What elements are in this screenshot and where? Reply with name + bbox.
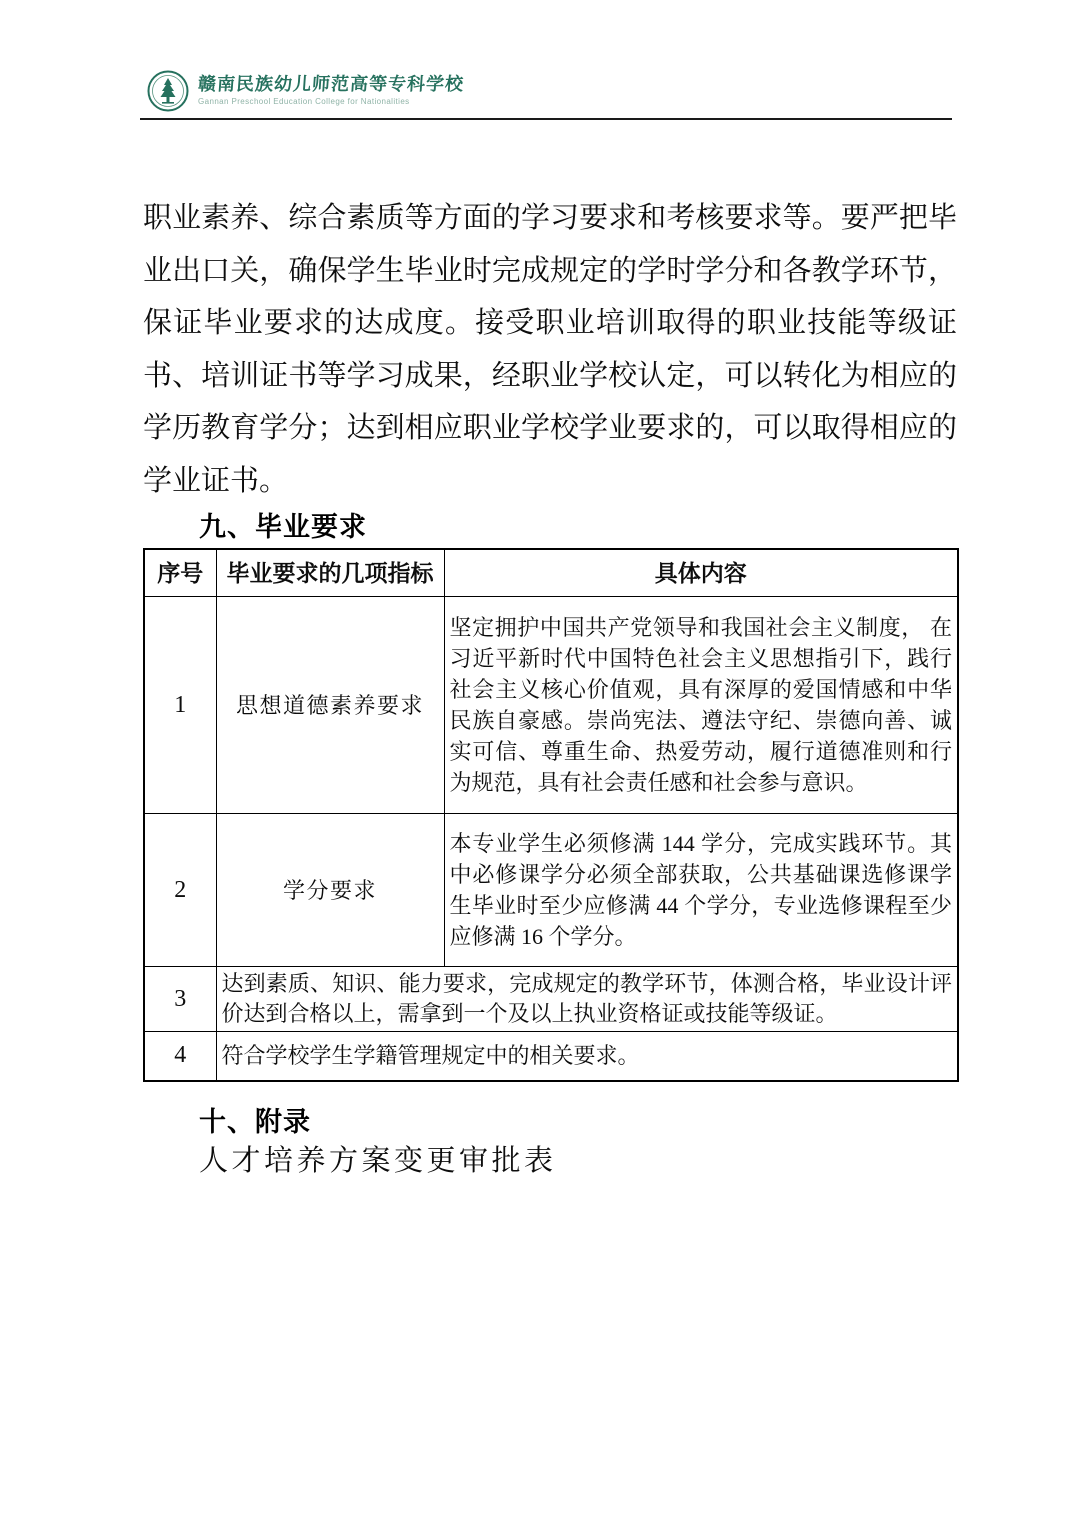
table-row [144, 597, 958, 814]
table-row [144, 967, 958, 1032]
school-seal-icon [147, 70, 189, 112]
header-divider [140, 118, 952, 120]
page-header [147, 70, 464, 112]
row1-indicator: 思想道德素养要求 [216, 597, 444, 814]
table-row [144, 814, 958, 967]
school-name-zh: 赣南民族幼儿师范高等专科学校 [197, 74, 465, 94]
section-9-title: 九、毕业要求 [199, 512, 367, 542]
table-header-row [144, 549, 958, 597]
table-row [144, 1032, 958, 1081]
row1-no: 1 [144, 597, 216, 814]
appendix-text: 人才培养方案变更审批表 [199, 1145, 557, 1177]
header-cell-content: 具体内容 [444, 549, 958, 597]
section-10-title: 十、附录 [199, 1107, 311, 1137]
row1-content: 坚定拥护中国共产党领导和我国社会主义制度， 在习近平新时代中国特色社会主义思想指引下，践行社会主义核心价值观，具有深厚的爱国情感和中华民族自豪感。崇尚宪法、遵法守纪、崇德向善、诚实可信、尊重生命、热爱劳动，履行道德准则和行为规范，具有社会责任感和社会参与意识。 [444, 597, 958, 814]
body-paragraph: 职业素养、综合素质等方面的学习要求和考核要求等。要严把毕业出口关，确保学生毕业时完成规定的学时学分和各教学环节，保证毕业要求的达成度。接受职业培训取得的职业技能等级证书、培训证书等学习成果，经职业学校认定，可以转化为相应的学历教育学分；达到相应职业学校学业要求的，可以取得相应的学业证书。 [143, 202, 957, 497]
header-cell-no: 序号 [144, 549, 216, 597]
row4-content: 符合学校学生学籍管理规定中的相关要求。 [216, 1032, 958, 1081]
row2-no: 2 [144, 814, 216, 967]
row4-no: 4 [144, 1032, 216, 1081]
row2-content: 本专业学生必须修满 144 学分，完成实践环节。其中必修课学分必须全部获取，公共基础课选修课学生毕业时至少应修满 44 个学分，专业选修课程至少应修满 16 个学分。 [444, 814, 958, 967]
school-brand [198, 70, 464, 106]
row3-content: 达到素质、知识、能力要求，完成规定的教学环节，体测合格，毕业设计评价达到合格以上，需拿到一个及以上执业资格证或技能等级证。 [216, 967, 958, 1032]
row3-no: 3 [144, 967, 216, 1032]
graduation-requirements-table [143, 548, 959, 1082]
school-name-en: Gannan Preschool Education College for Nationalities [198, 97, 410, 106]
row2-indicator: 学分要求 [216, 814, 444, 967]
header-cell-indicator: 毕业要求的几项指标 [216, 549, 444, 597]
